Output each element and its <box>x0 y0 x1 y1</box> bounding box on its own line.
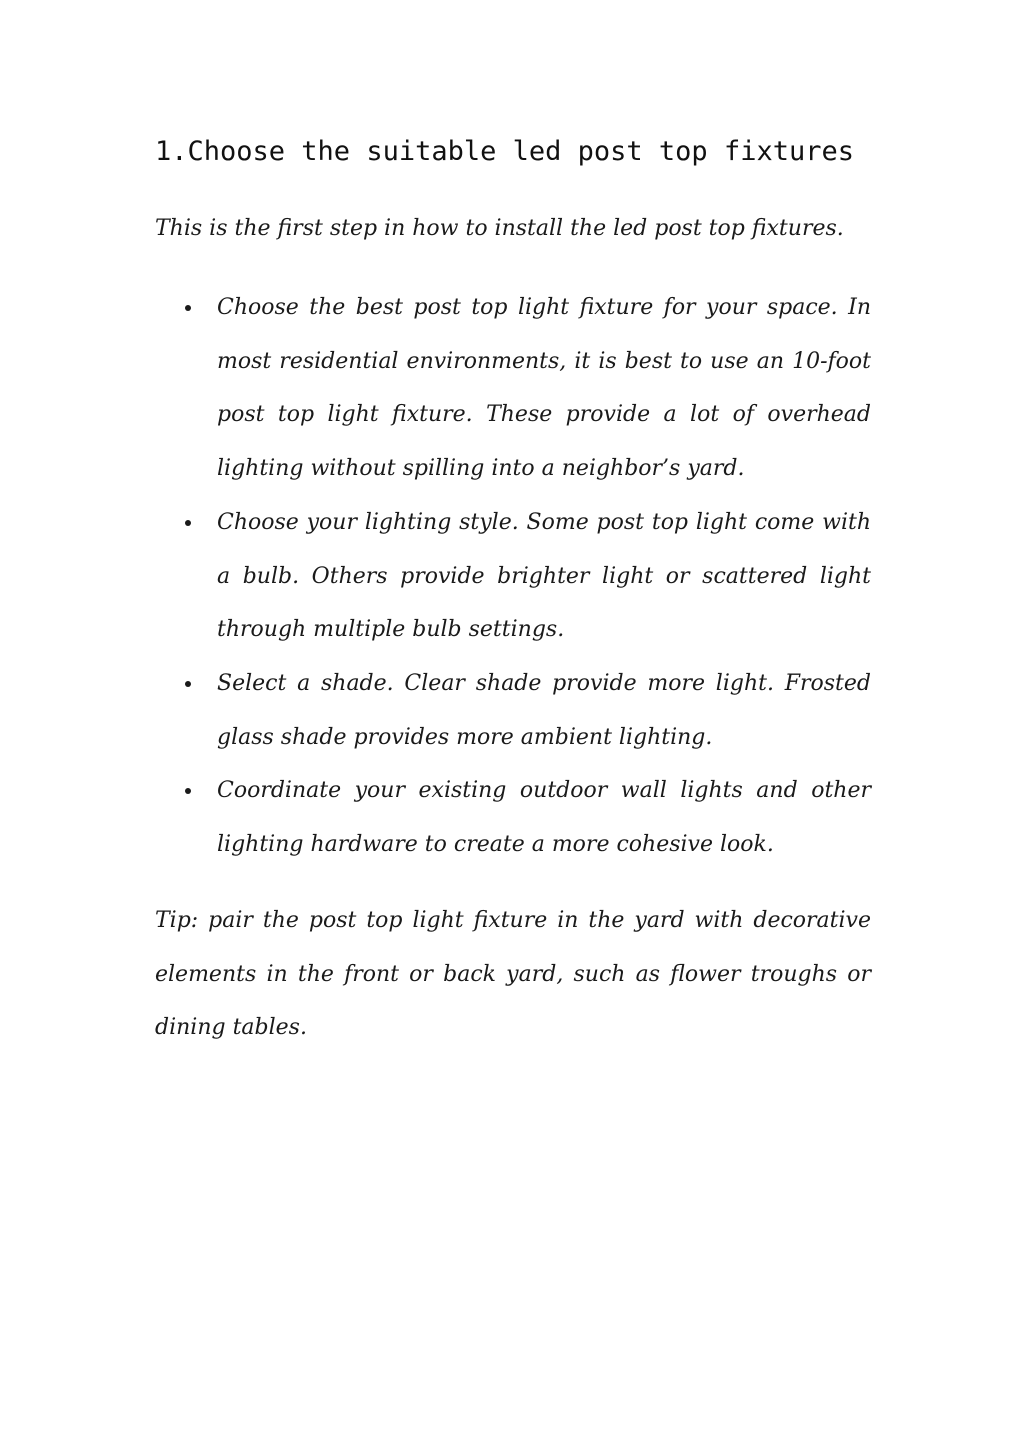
tip-paragraph: Tip: pair the post top light fixture in the yard with decorative elements in the front or back yard, such as flower troughs or dining tables. <box>155 908 871 1041</box>
bullet-icon <box>185 788 191 794</box>
bullet-icon <box>185 305 191 311</box>
list-item-text: Choose your lighting style. Some post top light come with a bulb. Others provide brighter light or scattered light through multiple bulb settings. <box>217 509 871 643</box>
list-item <box>155 281 871 496</box>
bullet-list <box>155 281 871 872</box>
bullet-icon <box>185 520 191 526</box>
list-item-text: Choose the best post top light fixture for your space. In most residential environments, it is best to use an 10-foot post top light fixture. These provide a lot of overhead lighting without spilling into a neighbor’s yard. <box>217 295 871 482</box>
intro-paragraph: This is the first step in how to install the led post top fixtures. <box>155 216 844 241</box>
list-item <box>155 764 871 871</box>
section-heading: 1.Choose the suitable led post top fixtures <box>155 136 854 167</box>
list-item-text: Select a shade. Clear shade provide more light. Frosted glass shade provides more ambient lighting. <box>217 670 871 750</box>
list-item <box>155 657 871 764</box>
list-item-text: Coordinate your existing outdoor wall lights and other lighting hardware to create a more cohesive look. <box>217 778 871 858</box>
bullet-icon <box>185 681 191 687</box>
list-item <box>155 496 871 657</box>
